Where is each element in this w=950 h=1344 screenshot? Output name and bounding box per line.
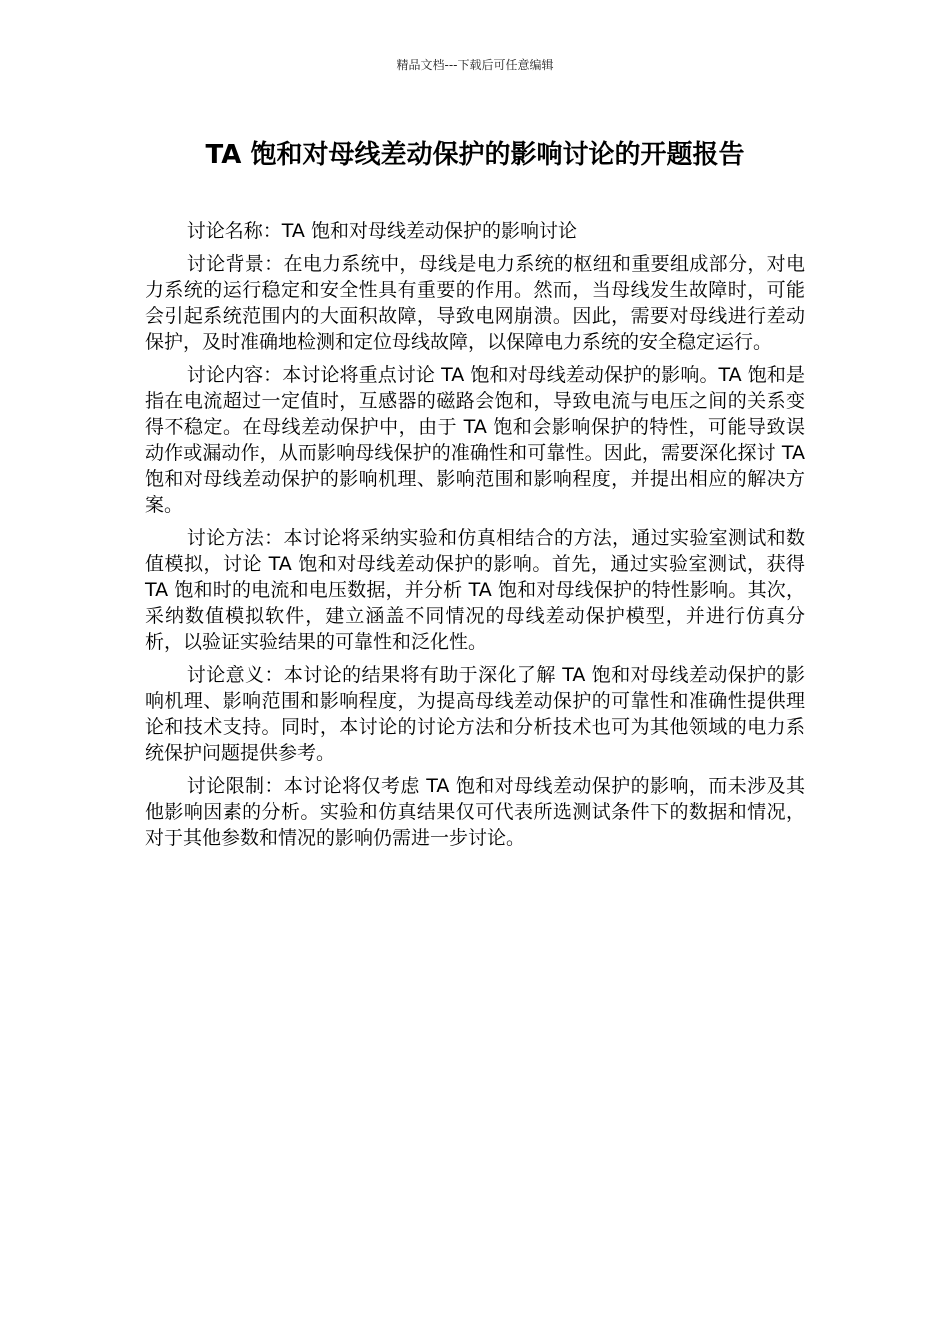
- paragraph-content: 讨论内容：本讨论将重点讨论 TA 饱和对母线差动保护的影响。TA 饱和是指在电流超过一定值时，互感器的磁路会饱和，导致电流与电压之间的关系变得不稳定。在母线差动保护中，由于 TA 饱和会影响保护的特性，可能导致误动作或漏动作，从而影响母线保护的准确性和可靠性。因此，需要深化探讨 TA 饱和对母线差动保护的影响机理、影响范围和影响程度，并提出相应的解决方案。: [145, 364, 805, 516]
- paragraph-significance: 讨论意义：本讨论的结果将有助于深化了解 TA 饱和对母线差动保护的影响机理、影响范围和影响程度，为提高母线差动保护的可靠性和准确性提供理论和技术支持。同时，本讨论的讨论方法和分析技术也可为其他领域的电力系统保护问题提供参考。: [145, 664, 805, 764]
- paragraph-limitations: 讨论限制：本讨论将仅考虑 TA 饱和对母线差动保护的影响，而未涉及其他影响因素的分析。实验和仿真结果仅可代表所选测试条件下的数据和情况，对于其他参数和情况的影响仍需进一步讨论。: [145, 775, 805, 849]
- document-body: [145, 218, 805, 858]
- document-title: TA 饱和对母线差动保护的影响讨论的开题报告: [205, 140, 745, 170]
- paragraph-topic-name: 讨论名称：TA 饱和对母线差动保护的影响讨论: [186, 220, 577, 242]
- page-header-text: 精品文档---下载后可任意编辑: [396, 58, 554, 72]
- paragraph-background: 讨论背景：在电力系统中，母线是电力系统的枢纽和重要组成部分，对电力系统的运行稳定和安全性具有重要的作用。然而，当母线发生故障时，可能会引起系统范围内的大面积故障，导致电网崩溃。因此，需要对母线进行差动保护，及时准确地检测和定位母线故障，以保障电力系统的安全稳定运行。: [145, 253, 805, 353]
- paragraph-method: 讨论方法：本讨论将采纳实验和仿真相结合的方法，通过实验室测试和数值模拟，讨论 TA 饱和对母线差动保护的影响。首先，通过实验室测试，获得 TA 饱和时的电流和电压数据，并分析 TA 饱和对母线保护的特性影响。其次，采纳数值模拟软件，建立涵盖不同情况的母线差动保护模型，并进行仿真分析，以验证实验结果的可靠性和泛化性。: [145, 527, 805, 653]
